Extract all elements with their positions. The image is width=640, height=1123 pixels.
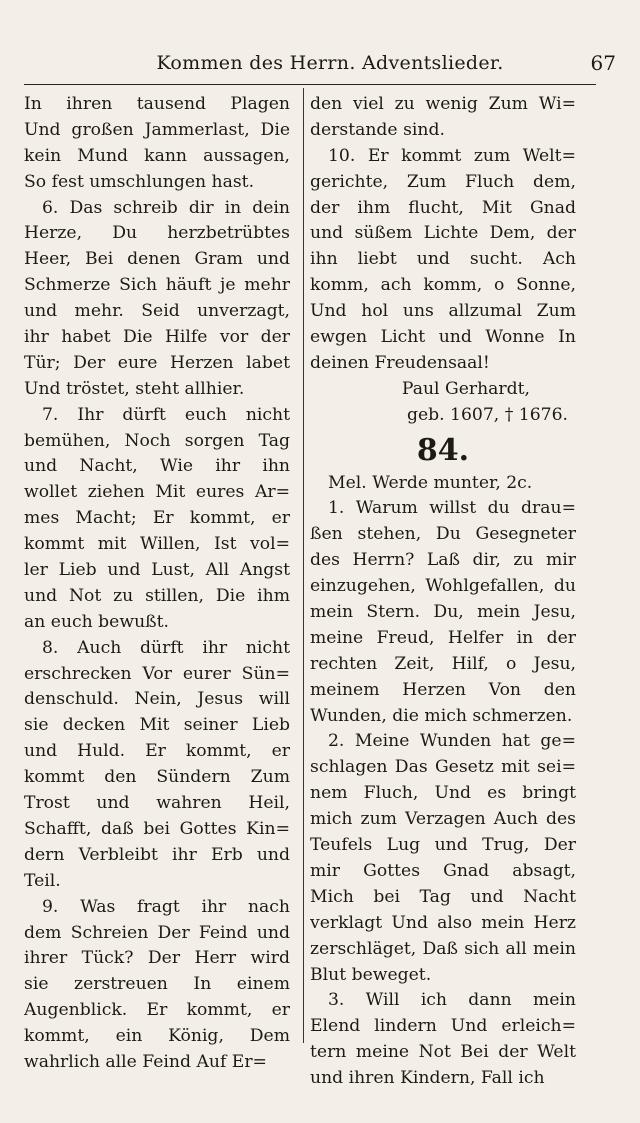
text-line: komm, ach komm, o Sonne, [310, 275, 576, 296]
text-line: Herze, Du herzbetrübtes [24, 223, 290, 244]
author-dates: geb. 1607, † 1676. [406, 404, 568, 425]
text-line: So fest umschlungen hast. [24, 171, 255, 192]
text-line: und Not zu stillen, Die ihm [24, 585, 290, 606]
page-header [24, 46, 616, 80]
text-line: dem Schreien Der Feind und [24, 922, 290, 943]
text-line: und Huld. Er kommt, er [24, 741, 290, 762]
text-line: bemühen, Noch sorgen Tag [24, 430, 290, 451]
text-line: mir Gottes Gnad absagt, [310, 860, 576, 881]
text-line: ihr habet Die Hilfe vor der [24, 327, 290, 348]
text-line: Elend lindern Und erleich= [310, 1016, 576, 1037]
text-line: einzugehen, Wohlgefallen, du [310, 576, 576, 597]
text-line: tern meine Not Bei der Welt [310, 1042, 576, 1063]
right-column [310, 92, 576, 1092]
text-line: 10. Er kommt zum Welt= [328, 145, 576, 166]
melody-line: Mel. Werde munter, 2c. [328, 472, 533, 493]
text-line: Schmerze Sich häuft je mehr [24, 275, 290, 296]
text-line: und ihren Kindern, Fall ich [310, 1068, 545, 1089]
hymn-number: 84. [416, 432, 470, 468]
text-line: des Herrn? Laß dir, zu mir [310, 550, 576, 571]
text-line: erschrecken Vor eurer Sün= [24, 663, 290, 684]
text-line: Tür; Der eure Herzen labet [24, 352, 290, 373]
text-line: rechten Zeit, Hilf, o Jesu, [310, 653, 576, 674]
text-line: mich zum Verzagen Auch des [310, 809, 576, 830]
text-line: 1. Warum willst du drau= [328, 498, 576, 519]
text-line: mein Stern. Du, mein Jesu, [310, 602, 576, 623]
text-line: Und hol uns allzumal Zum [310, 301, 576, 322]
text-line: Trost und wahren Heil, [24, 793, 290, 814]
hymn-84-text [310, 496, 576, 1091]
text-line: Heer, Bei denen Gram und [24, 249, 290, 270]
text-line: schlagen Das Gesetz mit sei= [310, 757, 576, 778]
text-line: gerichte, Zum Fluch dem, [310, 171, 576, 192]
text-line: Und großen Jammerlast, Die [24, 119, 290, 140]
text-line: ihn liebt und sucht. Ach [310, 249, 576, 270]
hymn-83-ending [310, 92, 576, 377]
text-line: 3. Will ich dann mein [328, 990, 576, 1011]
column-divider [303, 88, 304, 1043]
text-line: den viel zu wenig Zum Wi= [310, 94, 576, 114]
text-line: dern Verbleibt ihr Erb und [24, 844, 290, 865]
text-line: Augenblick. Er kommt, er [24, 1000, 290, 1021]
page-number: 67 [590, 51, 616, 75]
text-line: an euch bewußt. [24, 611, 169, 632]
text-line: mes Macht; Er kommt, er [24, 508, 290, 529]
text-line: 6. Das schreib dir in dein [42, 197, 290, 218]
text-line: Mich bei Tag und Nacht [310, 886, 576, 907]
text-line: kommt den Sündern Zum [24, 767, 290, 788]
text-line: Blut beweget. [310, 964, 432, 985]
text-line: sie decken Mit seiner Lieb [24, 715, 290, 736]
text-line: Teil. [24, 870, 61, 891]
text-line: Teufels Lug und Trug, Der [310, 835, 576, 856]
text-line: und Nacht, Wie ihr ihn [24, 456, 290, 477]
text-line: kommt, ein König, Dem [24, 1026, 290, 1047]
text-line: Wunden, die mich schmerzen. [310, 705, 573, 726]
text-line: wollet ziehen Mit eures Ar= [24, 482, 290, 503]
text-line: und süßem Lichte Dem, der [310, 223, 576, 244]
text-line: ler Lieb und Lust, All Angst [24, 560, 290, 581]
text-line: derstande sind. [310, 119, 445, 140]
text-line: Schafft, daß bei Gottes Kin= [24, 818, 290, 839]
text-line: kommt mit Willen, Ist vol= [24, 534, 290, 555]
text-line: 9. Was fragt ihr nach [42, 896, 290, 917]
text-line: 2. Meine Wunden hat ge= [328, 731, 576, 752]
text-line: zerschläget, Daß sich all mein [310, 938, 576, 959]
text-line: kein Mund kann aussagen, [24, 145, 290, 166]
left-column [24, 92, 290, 1076]
text-line: sie zerstreuen In einem [24, 974, 290, 995]
text-line: Und tröstet, steht allhier. [24, 378, 245, 399]
text-line: In ihren tausend Plagen [24, 94, 290, 114]
text-line: 7. Ihr dürft euch nicht [42, 404, 290, 425]
text-line: meinem Herzen Von den [310, 679, 576, 700]
text-line: nem Fluch, Und es bringt [310, 783, 576, 804]
text-line: denschuld. Nein, Jesus will [24, 689, 290, 710]
text-line: und mehr. Seid unverzagt, [24, 301, 290, 322]
header-rule [24, 84, 596, 85]
text-line: meine Freud, Helfer in der [310, 627, 576, 648]
text-line: deinen Freudensaal! [310, 352, 490, 373]
running-title: Kommen des Herrn. Adventslieder. [156, 52, 504, 74]
text-line: ewgen Licht und Wonne In [310, 327, 576, 348]
text-line: der ihm flucht, Mit Gnad [310, 197, 576, 218]
text-line: verklagt Und also mein Herz [310, 912, 576, 933]
text-line: ihrer Tück? Der Herr wird [24, 948, 290, 969]
text-line: wahrlich alle Feind Auf Er= [24, 1051, 267, 1072]
text-line: ßen stehen, Du Gesegneter [310, 524, 576, 545]
text-line: 8. Auch dürft ihr nicht [42, 637, 290, 658]
author-attribution: Paul Gerhardt, [401, 378, 530, 399]
